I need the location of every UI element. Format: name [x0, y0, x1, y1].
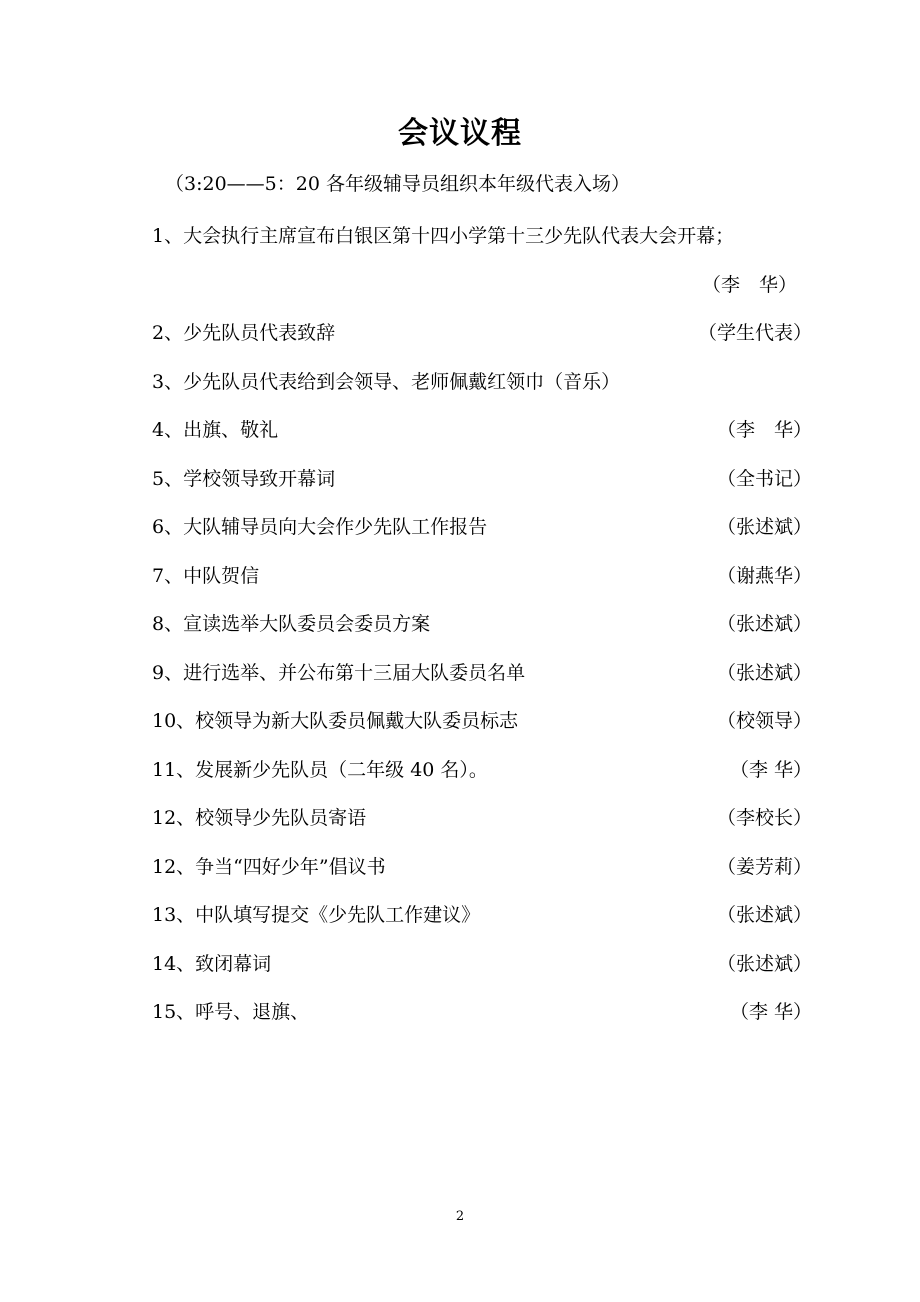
- agenda-item-label: 15、呼号、退旗、: [152, 1001, 310, 1023]
- agenda-item: [152, 503, 812, 552]
- agenda-item-label: 8、宣读选举大队委员会委员方案: [152, 613, 431, 635]
- agenda-item-label: 4、出旗、敬礼: [152, 419, 279, 441]
- agenda-item: [152, 843, 812, 892]
- agenda-item-label: 3、少先队员代表给到会领导、老师佩戴红领巾（音乐）: [152, 370, 621, 393]
- agenda-item: [152, 746, 812, 795]
- agenda-item-speaker: （张述斌）: [716, 516, 812, 538]
- agenda-item-speaker: （谢燕华）: [716, 564, 812, 587]
- agenda-item: [152, 406, 812, 455]
- agenda-item-speaker: （张述斌）: [716, 952, 812, 975]
- agenda-item-speaker: （李校长）: [716, 807, 812, 829]
- agenda-item-label: 10、校领导为新大队委员佩戴大队委员标志: [152, 710, 519, 732]
- agenda-item-label: 13、中队填写提交《少先队工作建议》: [152, 904, 481, 926]
- agenda-item-speaker: （全书记）: [716, 467, 812, 490]
- agenda-item-speaker: （李 华）: [729, 1001, 812, 1023]
- agenda-item-speaker: （李 华）: [729, 758, 812, 781]
- agenda-item-speaker: （李 华）: [716, 419, 812, 441]
- agenda-item: [152, 940, 812, 989]
- agenda-item: [152, 455, 812, 504]
- agenda-item: [152, 600, 812, 649]
- agenda-item-label: 9、进行选举、并公布第十三届大队委员名单: [152, 661, 526, 684]
- agenda-item-label: 11、发展新少先队员（二年级 40 名）。: [152, 758, 488, 781]
- agenda-item-speaker: （张述斌）: [716, 904, 812, 926]
- agenda-item: [152, 988, 812, 1037]
- agenda-item-label: 2、少先队员代表致辞: [152, 322, 336, 344]
- page-number: 2: [455, 1209, 465, 1224]
- agenda-item-label: 12、校领导少先队员寄语: [152, 807, 367, 829]
- agenda-item: [152, 891, 812, 940]
- agenda-item: [152, 212, 812, 309]
- agenda-list: [152, 212, 812, 1037]
- agenda-item-label: 12、争当“四好少年”倡议书: [152, 855, 386, 878]
- agenda-item-speaker: （学生代表）: [697, 322, 812, 344]
- agenda-item-speaker: （姜芳莉）: [716, 855, 812, 878]
- agenda-item: [152, 358, 812, 407]
- agenda-subtitle: （3:20——5：20 各年级辅导员组织本年级代表入场）: [165, 173, 630, 195]
- agenda-item-speaker: （校领导）: [716, 710, 812, 732]
- agenda-item-label: 14、致闭幕词: [152, 952, 272, 975]
- agenda-item-speaker: （李 华）: [701, 273, 797, 296]
- agenda-item-speaker: （张述斌）: [716, 661, 812, 684]
- agenda-item-label: 6、大队辅导员向大会作少先队工作报告: [152, 516, 488, 538]
- agenda-item: [152, 309, 812, 358]
- agenda-item: [152, 552, 812, 601]
- agenda-item: [152, 649, 812, 698]
- agenda-item-speaker: （张述斌）: [716, 613, 812, 635]
- page-title: 会议议程: [398, 116, 522, 151]
- agenda-item: [152, 697, 812, 746]
- agenda-item-label: 5、学校领导致开幕词: [152, 467, 336, 490]
- agenda-item-label: 1、大会执行主席宣布白银区第十四小学第十三少先队代表大会开幕；: [152, 225, 735, 247]
- agenda-item-label: 7、中队贺信: [152, 564, 260, 587]
- agenda-item: [152, 794, 812, 843]
